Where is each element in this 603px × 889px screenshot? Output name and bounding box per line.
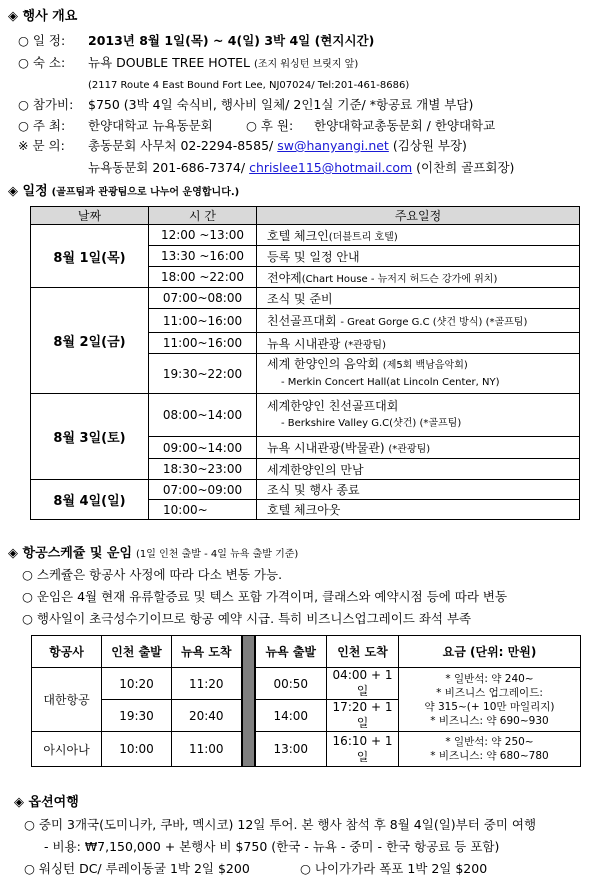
nyc-dep-cell: 14:00 bbox=[255, 700, 327, 732]
fare-cell bbox=[399, 668, 581, 732]
event-cell bbox=[257, 459, 580, 480]
contact2-email-link[interactable]: chrislee115@hotmail.com bbox=[249, 160, 413, 175]
schedule-heading-row bbox=[8, 182, 239, 201]
nyc-dep-cell: 00:50 bbox=[255, 668, 327, 700]
time-cell: 11:00~16:00 bbox=[149, 309, 257, 333]
col-nyc-arr: 뉴욕 도착 bbox=[172, 636, 242, 668]
event-title: 호텔 체크인 bbox=[267, 228, 329, 243]
icn-dep-cell: 10:20 bbox=[102, 668, 172, 700]
time-cell: 18:30~23:00 bbox=[149, 459, 257, 480]
event-cell bbox=[257, 309, 580, 333]
time-cell: 11:00~16:00 bbox=[149, 333, 257, 354]
time-cell: 07:00~08:00 bbox=[149, 288, 257, 309]
time-cell: 07:00~09:00 bbox=[149, 480, 257, 500]
event-title: 등록 및 일정 안내 bbox=[267, 249, 360, 264]
event-cell bbox=[257, 225, 580, 246]
event-detail: - Berkshire Valley G.C(샷건) (*골프팀) bbox=[281, 418, 462, 429]
lodging-label: ○ 숙 소: bbox=[18, 55, 66, 70]
overview-heading: ◈ 행사 개요 bbox=[8, 9, 78, 24]
hotel-address: (2117 Route 4 East Bound Fort Lee, NJ07024/ Tel:201-461-8686) bbox=[88, 80, 410, 91]
fare-line: * 일반석: 약 240~ bbox=[445, 672, 534, 685]
event-line bbox=[267, 356, 575, 374]
event-title: 친선골프대회 bbox=[267, 314, 337, 328]
col-airline: 항공사 bbox=[32, 636, 102, 668]
time-cell: 19:30~22:00 bbox=[149, 354, 257, 394]
contact-line-1 bbox=[88, 137, 467, 154]
host-value: 한양대학교 뉴욕동문회 bbox=[88, 118, 213, 133]
schedule-heading: ◈ 일정 bbox=[8, 184, 48, 199]
date-value: 2013년 8월 1일(목) ~ 4(일) 3박 4일 (현지시간) bbox=[88, 33, 375, 48]
col-icn-dep: 인천 출발 bbox=[102, 636, 172, 668]
schedule-heading-note: (골프팀과 관광팀으로 나누어 운영합니다.) bbox=[51, 187, 240, 198]
event-title: 뉴욕 시내관광(박물관) bbox=[267, 441, 385, 455]
event-title: 호텔 체크아웃 bbox=[267, 503, 341, 517]
event-cell bbox=[257, 500, 580, 520]
event-cell bbox=[257, 288, 580, 309]
flights-table bbox=[31, 635, 581, 767]
col-time: 시 간 bbox=[149, 207, 257, 225]
event-title: 뉴욕 시내관광 bbox=[267, 336, 341, 351]
airline-cell: 대한항공 bbox=[32, 668, 102, 732]
flight-note-3: ○ 행사일이 초극성수기이므로 항공 예약 시급. 특히 비즈니스업그레이드 좌석 부족 bbox=[22, 611, 472, 626]
schedule-header-row bbox=[31, 207, 580, 225]
event-title: 세계 한양인의 음악회 bbox=[267, 357, 379, 371]
contact1-text: 총동문회 사무처 02-2294-8585/ bbox=[88, 138, 274, 153]
table-row bbox=[31, 225, 580, 246]
nyc-dep-cell: 13:00 bbox=[255, 732, 327, 767]
fare-cell bbox=[399, 732, 581, 767]
icn-dep-cell: 10:00 bbox=[102, 732, 172, 767]
contact-label: ※ 문 의: bbox=[18, 138, 65, 153]
fee-label: ○ 참가비: bbox=[18, 97, 74, 112]
event-detail: - Merkin Concert Hall(at Lincoln Center, NY) bbox=[281, 377, 500, 388]
col-date: 날짜 bbox=[31, 207, 149, 225]
event-cell bbox=[257, 267, 580, 288]
icn-arr-cell: 04:00 + 1일 bbox=[327, 668, 399, 700]
nyc-arr-cell: 20:40 bbox=[172, 700, 242, 732]
schedule-table bbox=[30, 206, 580, 520]
fare-line: * 비즈니스: 약 690~930 bbox=[430, 714, 549, 727]
event-cell bbox=[257, 333, 580, 354]
flight-note-1: ○ 스케쥴은 항공사 사정에 따라 다소 변동 가능. bbox=[22, 567, 283, 582]
col-icn-arr: 인천 도착 bbox=[327, 636, 399, 668]
event-cell bbox=[257, 246, 580, 267]
col-nyc-dep: 뉴욕 출발 bbox=[255, 636, 327, 668]
table-row bbox=[31, 288, 580, 309]
lodging-hotel: 뉴욕 DOUBLE TREE HOTEL bbox=[88, 55, 250, 70]
airline-cell: 아시아나 bbox=[32, 732, 102, 767]
fee-value: $750 (3박 4일 숙식비, 행사비 일체/ 2인1실 기준/ *항공료 개별 부담) bbox=[88, 97, 474, 112]
time-cell: 08:00~14:00 bbox=[149, 394, 257, 437]
day-cell: 8월 2일(금) bbox=[31, 288, 149, 394]
event-cell bbox=[257, 437, 580, 459]
table-row bbox=[32, 732, 581, 767]
flights-header-row bbox=[32, 636, 581, 668]
lodging-value bbox=[88, 54, 358, 73]
event-title: 세계한양인 친선골프대회 bbox=[267, 399, 399, 413]
event-note: (더블트리 호텔) bbox=[328, 231, 398, 243]
time-cell: 18:00 ~22:00 bbox=[149, 267, 257, 288]
event-note: (*관광팀) bbox=[344, 339, 386, 351]
col-event: 주요일정 bbox=[257, 207, 580, 225]
time-cell: 10:00~ bbox=[149, 500, 257, 520]
day-cell: 8월 4일(일) bbox=[31, 480, 149, 520]
date-label: ○ 일 정: bbox=[18, 33, 66, 48]
table-row bbox=[31, 480, 580, 500]
fare-line: * 비즈니스 업그레이드: bbox=[436, 686, 543, 699]
table-row bbox=[32, 668, 581, 700]
option-line-2: - 비용: ₩7,150,000 + 본행사 비 $750 (한국 - 뉴욕 - 중미 - 한국 항공료 등 포함) bbox=[44, 839, 500, 854]
contact1-email-link[interactable]: sw@hanyangi.net bbox=[277, 138, 389, 153]
flights-heading: ◈ 항공스케쥴 및 운임 bbox=[8, 546, 133, 561]
flights-heading-note: (1일 인천 출발 - 4일 뉴욕 출발 기준) bbox=[136, 549, 299, 560]
contact2-person: (이찬희 골프회장) bbox=[416, 160, 515, 175]
icn-dep-cell: 19:30 bbox=[102, 700, 172, 732]
contact1-person: (김상원 부장) bbox=[392, 138, 467, 153]
option-line-1: ○ 중미 3개국(도미니카, 쿠바, 멕시코) 12일 투어. 본 행사 참석 후 8월 4일(일)부터 중미 여행 bbox=[24, 817, 537, 832]
time-cell: 13:30 ~16:00 bbox=[149, 246, 257, 267]
event-title: 전야제 bbox=[267, 270, 302, 285]
host-label: ○ 주 최: bbox=[18, 118, 66, 133]
event-note: (*관광팀) bbox=[388, 444, 431, 455]
event-note: (Chart House - 뉴저지 허드슨 강가에 위치) bbox=[301, 273, 498, 285]
nyc-arr-cell: 11:20 bbox=[172, 668, 242, 700]
sponsor-label: ○ 후 원: bbox=[246, 118, 294, 133]
event-title: 조식 및 준비 bbox=[267, 291, 333, 306]
col-fare: 요금 (단위: 만원) bbox=[399, 636, 581, 668]
day-cell: 8월 3일(토) bbox=[31, 394, 149, 480]
flights-heading-row bbox=[8, 544, 298, 563]
event-note: - Great Gorge G.C (샷건 방식) (*골프팀) bbox=[340, 317, 528, 328]
event-cell bbox=[257, 480, 580, 500]
event-title: 세계한양인의 만남 bbox=[267, 462, 364, 477]
event-cell bbox=[257, 354, 580, 394]
time-cell: 09:00~14:00 bbox=[149, 437, 257, 459]
option-line-3b: ○ 나이가가라 폭포 1박 2일 $200 bbox=[300, 861, 488, 876]
time-cell: 12:00 ~13:00 bbox=[149, 225, 257, 246]
fare-line: * 비즈니스: 약 680~780 bbox=[430, 750, 549, 762]
event-title: 조식 및 행사 종료 bbox=[267, 483, 360, 497]
table-divider bbox=[242, 636, 255, 767]
lodging-note: (조지 워싱턴 브릿지 앞) bbox=[253, 59, 359, 70]
fare-line: * 일반석: 약 250~ bbox=[445, 736, 534, 748]
flight-note-2: ○ 운임은 4월 현재 유류할증료 및 텍스 포함 가격이며, 클래스와 예약시점 등에 따라 변동 bbox=[22, 589, 508, 604]
contact-line-2 bbox=[88, 159, 514, 176]
options-heading: ◈ 옵션여행 bbox=[14, 795, 79, 810]
icn-arr-cell: 16:10 + 1일 bbox=[327, 732, 399, 767]
nyc-arr-cell: 11:00 bbox=[172, 732, 242, 767]
fare-line: 약 315~(+ 10만 마일리지) bbox=[424, 700, 555, 713]
event-cell bbox=[257, 394, 580, 437]
sponsor-value: 한양대학교총동문회 / 한양대학교 bbox=[314, 118, 496, 133]
table-row bbox=[31, 394, 580, 437]
option-line-3a: ○ 워싱턴 DC/ 루레이동굴 1박 2일 $200 bbox=[24, 861, 250, 876]
contact2-text: 뉴욕동문회 201-686-7374/ bbox=[88, 160, 246, 175]
icn-arr-cell: 17:20 + 1일 bbox=[327, 700, 399, 732]
event-note: (제5회 백남음악회) bbox=[382, 360, 468, 371]
day-cell: 8월 1일(목) bbox=[31, 225, 149, 288]
